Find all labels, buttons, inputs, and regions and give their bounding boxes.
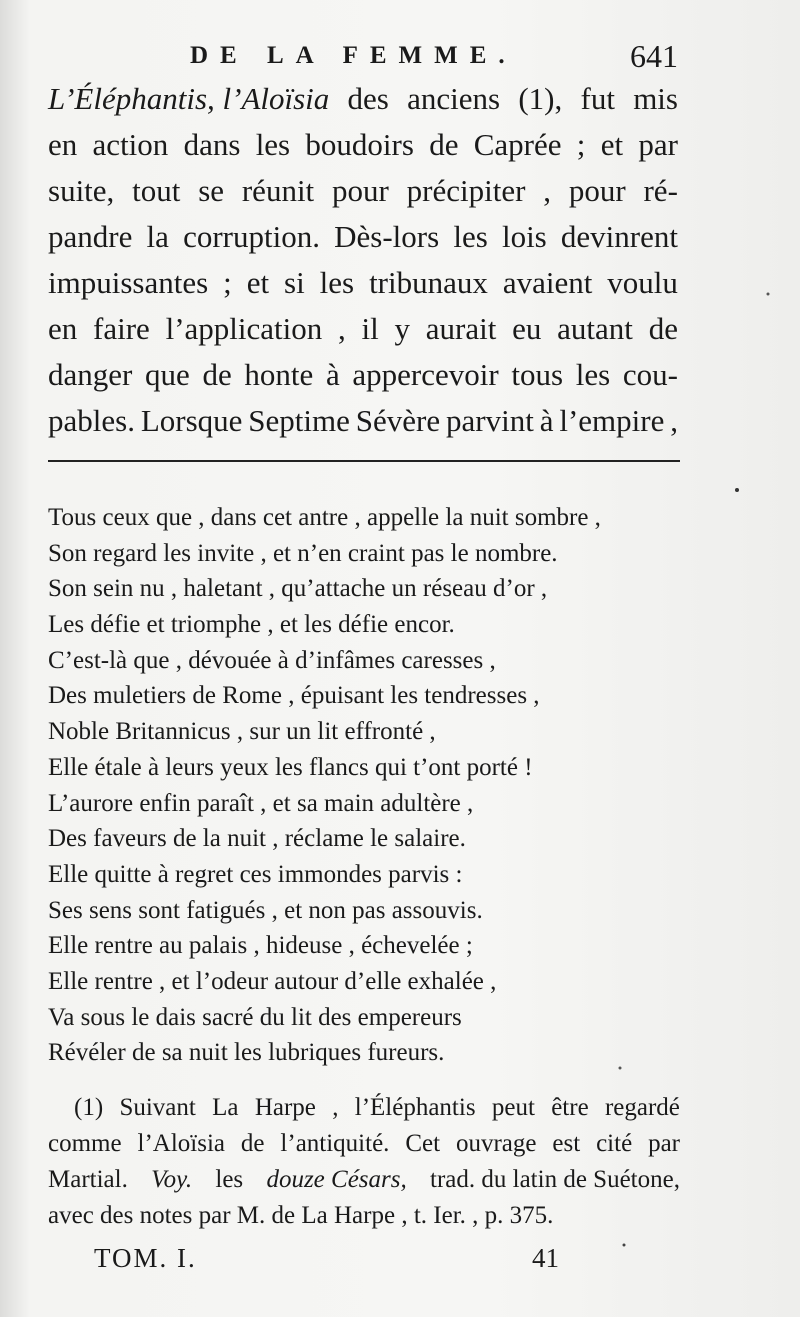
body-word: fut [580, 81, 615, 116]
body-word: appercevoir [352, 357, 499, 392]
body-word: eu [512, 311, 542, 346]
footnote-book-title: douze Césars, [266, 1166, 407, 1193]
body-word: avaient [502, 265, 593, 300]
footnote-abbrev: Voy. [151, 1166, 193, 1193]
body-word: réunit [241, 173, 315, 208]
body-word: pables. [48, 403, 135, 438]
footnote-word: peut [491, 1094, 535, 1121]
body-word: ; [223, 265, 232, 300]
footnote-word: Harpe [254, 1094, 316, 1121]
body-word: la [146, 219, 169, 254]
body-line [48, 352, 678, 398]
body-word: les [575, 357, 611, 392]
body-word: pour [332, 173, 389, 208]
body-word: l’empire [559, 403, 665, 438]
body-line [48, 398, 678, 444]
footnote-word: Suivant [119, 1094, 196, 1121]
section-divider [48, 460, 680, 462]
body-word: que [145, 357, 190, 392]
footnote-word: par [648, 1130, 680, 1157]
footnote-line [48, 1162, 680, 1198]
verse-line: Elle quitte à regret ces immondes parvis : [48, 860, 463, 888]
body-word: les [255, 127, 291, 162]
verse-line: Son sein nu , haletant , qu’attache un réseau d’or , [48, 575, 548, 603]
footnote-word: ouvrage [455, 1130, 537, 1157]
footnote-word: trad. du latin de Suétone, [430, 1166, 680, 1193]
verse-line: Son regard les invite , et n’en craint pas le nombre. [48, 539, 558, 567]
verse-line: Ses sens sont fatigués , et non pas assouvis. [48, 896, 483, 924]
verse-line: L’aurore enfin paraît , et sa main adultère , [48, 789, 474, 817]
verse-line: Des faveurs de la nuit , réclame le salaire. [48, 825, 466, 853]
footnote-word: les [215, 1166, 244, 1193]
body-word: en [48, 311, 78, 346]
body-word: à [539, 403, 554, 438]
verse-line: Tous ceux que , dans cet antre , appelle la nuit sombre , [48, 504, 601, 531]
footnote-word: , [332, 1094, 339, 1121]
body-line [48, 168, 678, 214]
body-word: et [600, 127, 624, 162]
footnote-word: La [212, 1094, 239, 1121]
body-word: lois [501, 219, 547, 254]
body-word: danger [48, 357, 133, 392]
verse-line: Noble Britannicus , sur un lit effronté , [48, 718, 436, 746]
body-word: L’Éléphantis, l’Aloïsia [48, 81, 330, 116]
body-word: ; [576, 127, 586, 162]
footnote-word: l’antiquité. [280, 1130, 390, 1157]
body-word: Dès-lors [334, 219, 440, 254]
footnote-word: cité [596, 1130, 633, 1157]
footnote-word: l’Éléphantis [354, 1094, 476, 1121]
body-line [48, 214, 678, 260]
verse-line: Révéler de sa nuit les lubriques fureurs. [48, 1039, 445, 1067]
body-word: il [361, 311, 379, 346]
body-word: corruption. [183, 219, 320, 254]
footnote-text: avec des notes par M. de La Harpe , t. Ier. , p. 375. [48, 1202, 554, 1229]
body-word: ré- [643, 173, 678, 208]
footnote-line [48, 1126, 680, 1162]
body-word: précipiter [406, 173, 526, 208]
body-word: honte [244, 357, 314, 392]
body-word: , [543, 173, 551, 208]
footnote-line [48, 1090, 680, 1126]
body-word: autant [557, 311, 633, 346]
volume-signature: TOM. I. [94, 1243, 197, 1273]
body-paragraph [48, 76, 678, 444]
body-word: , [670, 403, 678, 438]
body-word: tous [511, 357, 564, 392]
verse-line: Va sous le dais sacré du lit des empereurs [48, 1003, 462, 1031]
footnote-word: Martial. [48, 1166, 128, 1193]
verse-line: Elle rentre au palais , hideuse , échevelée ; [48, 932, 473, 960]
body-word: de [648, 311, 678, 346]
body-line [48, 122, 678, 168]
body-word: de [202, 357, 232, 392]
footnote-word: regardé [604, 1094, 680, 1121]
footnote-word: de [240, 1130, 265, 1157]
footnote-word: Cet [405, 1130, 441, 1157]
signature-line [0, 1243, 800, 1283]
body-word: pour [568, 173, 626, 208]
verse-line: C’est-là que , dévouée à d’infâmes caresses , [48, 646, 496, 674]
footnote-marker: (1) [74, 1094, 104, 1121]
body-word: les [453, 219, 488, 254]
body-word: devinrent [560, 219, 678, 254]
body-word: dans [183, 127, 241, 162]
body-word: parvint [446, 403, 534, 438]
verse-line: Elle rentre , et l’odeur autour d’elle exhalée , [48, 967, 497, 995]
running-head [0, 38, 800, 78]
body-word: et [246, 265, 270, 300]
verse-line: Les défie et triomphe , et les défie encor. [48, 611, 455, 639]
running-title: DE LA FEMME. [190, 42, 517, 69]
footnote-word: être [551, 1094, 589, 1121]
body-word: mis [633, 81, 678, 116]
body-word: à [325, 357, 340, 392]
body-word: anciens [407, 81, 501, 116]
verse-quotation [48, 500, 688, 1071]
body-word: faire [93, 311, 150, 346]
body-word: aurait [425, 311, 497, 346]
body-word: de [429, 127, 459, 162]
body-word: , [338, 311, 346, 346]
verse-line: Des muletiers de Rome , épuisant les tendresses , [48, 682, 540, 710]
footnote [48, 1090, 680, 1234]
body-word: Sévère [355, 403, 441, 438]
body-word: Lorsque [140, 403, 243, 438]
body-word: se [198, 173, 225, 208]
footnote-word: comme [48, 1130, 122, 1157]
page-number: 641 [630, 38, 678, 74]
body-word: cou- [622, 357, 678, 392]
body-word: suite, [48, 173, 115, 208]
body-word: action [92, 127, 169, 162]
footnote-word: est [552, 1130, 581, 1157]
body-line [48, 306, 678, 352]
footnote-word: l’Aloïsia [137, 1130, 225, 1157]
body-line [48, 76, 678, 122]
body-word: tout [132, 173, 181, 208]
body-word: Caprée [473, 127, 562, 162]
body-word: par [638, 127, 678, 162]
body-line [48, 260, 678, 306]
body-word: impuissantes [48, 265, 209, 300]
body-word: Septime [248, 403, 350, 438]
verse-line: Elle étale à leurs yeux les flancs qui t’ont porté ! [48, 753, 533, 781]
body-word: des [347, 81, 389, 116]
body-word: voulu [607, 265, 678, 300]
footnote-line [48, 1198, 680, 1234]
body-word: si [284, 265, 305, 300]
gathering-number: 41 [532, 1243, 559, 1273]
body-word: y [394, 311, 411, 346]
body-word: (1), [518, 81, 563, 116]
body-word: en [48, 127, 78, 162]
body-word: les [319, 265, 355, 300]
body-word: boudoirs [305, 127, 414, 162]
body-word: l’application [165, 311, 323, 346]
body-word: pandre [48, 219, 133, 254]
body-word: tribunaux [369, 265, 488, 300]
